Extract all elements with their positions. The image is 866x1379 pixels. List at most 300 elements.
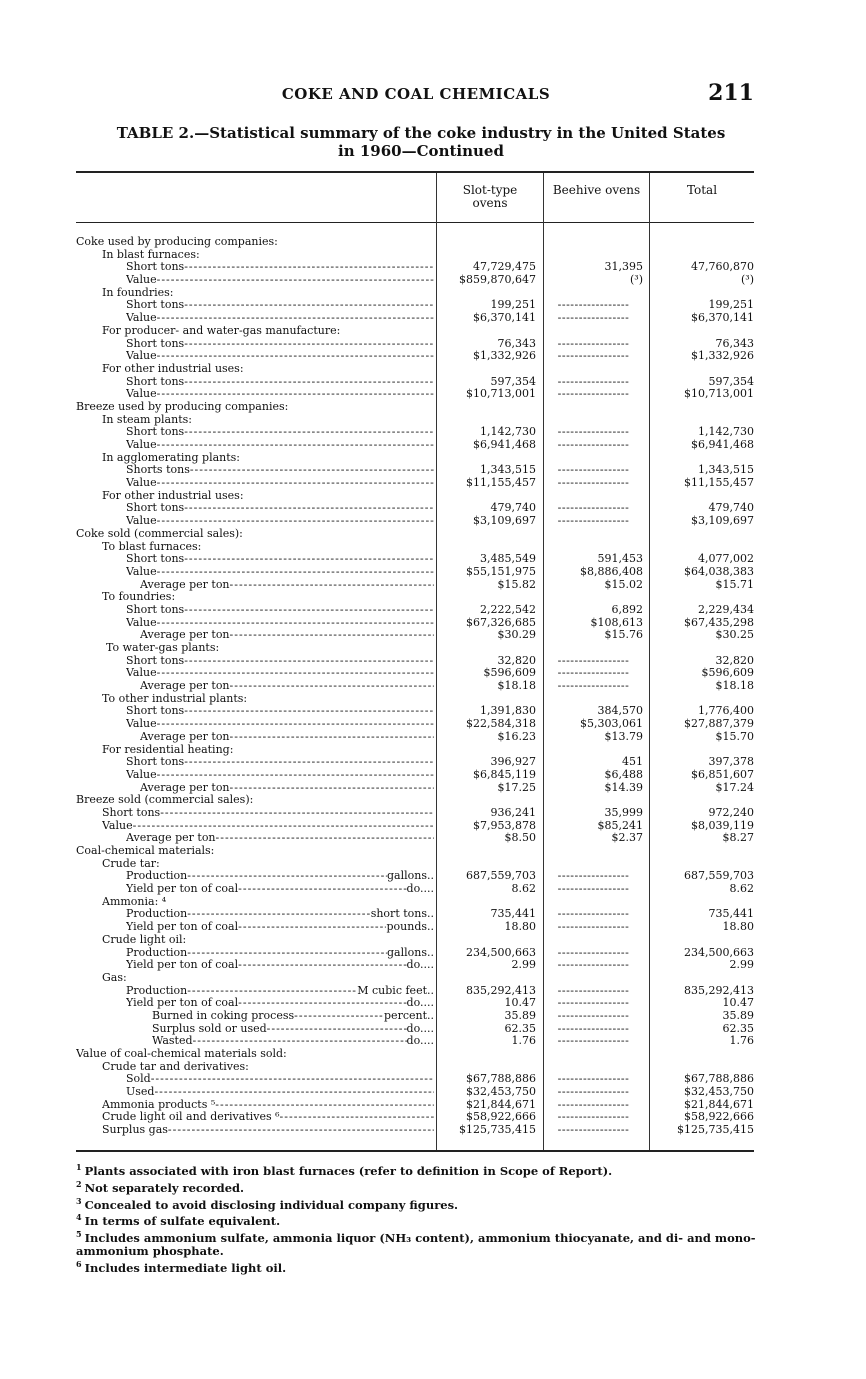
cell-beehive-dash: -----------------	[557, 883, 630, 896]
table-row	[0, 972, 866, 985]
row-label: Average per ton -----	[140, 680, 434, 693]
cell-slot-type: $30.29	[497, 628, 536, 642]
row-unit: gallons..	[387, 870, 434, 883]
table-row	[0, 845, 866, 858]
cell-beehive-dash: -----------------	[557, 388, 630, 401]
leader-dots	[184, 502, 434, 515]
table-row	[0, 274, 866, 287]
cell-slot-type: 2,222,542	[480, 602, 536, 616]
table-row	[0, 782, 866, 795]
row-label: Surplus gas -----	[102, 1124, 434, 1137]
cell-total: 199,251	[708, 298, 754, 312]
leader-dots	[187, 870, 387, 883]
table-row	[0, 731, 866, 744]
cell-beehive-dash: -----------------	[557, 299, 630, 312]
row-label: Production ----- M cubic feet..	[126, 985, 434, 998]
cell-total: $15.70	[715, 729, 754, 743]
leader-dots	[154, 1086, 434, 1099]
cell-slot-type: 835,292,413	[466, 983, 536, 997]
leader-dots	[187, 985, 357, 998]
cell-beehive: $5,303,061	[580, 717, 643, 731]
leader-dots	[157, 439, 434, 452]
table-row	[0, 477, 866, 490]
cell-total: $8.27	[722, 831, 754, 845]
cell-total: 835,292,413	[684, 983, 754, 997]
row-unit: short tons..	[370, 908, 434, 921]
cell-beehive-dash: -----------------	[557, 1073, 630, 1086]
row-unit: do....	[406, 883, 434, 896]
table-row	[0, 604, 866, 617]
table-row	[0, 642, 866, 655]
leader-dots	[238, 921, 386, 934]
table-row	[0, 312, 866, 325]
cell-total: $3,109,697	[691, 514, 754, 528]
row-label: In blast furnaces:	[102, 248, 200, 261]
cell-total: 1,343,515	[698, 463, 754, 477]
leader-dots	[184, 756, 434, 769]
row-label: Value -----	[126, 439, 434, 452]
row-label: Ammonia products ⁵ -----	[102, 1099, 434, 1112]
cell-slot-type: $3,109,697	[473, 514, 536, 528]
cell-total: 4,077,002	[698, 552, 754, 566]
table-row	[0, 553, 866, 566]
table-row	[0, 439, 866, 452]
footnote: $^4$ In terms of sulfate equivalent.	[76, 1212, 281, 1229]
row-label: Average per ton -----	[140, 629, 434, 642]
cell-total: 8.62	[729, 882, 754, 896]
row-label: Ammonia: ⁴	[102, 895, 167, 908]
cell-beehive-dash: -----------------	[557, 654, 630, 667]
row-unit: M cubic feet..	[357, 984, 434, 997]
table-row	[0, 807, 866, 820]
leader-dots	[280, 1111, 434, 1124]
cell-beehive-dash: -----------------	[557, 515, 630, 528]
row-unit: do....	[406, 1022, 434, 1035]
leader-dots	[230, 782, 434, 795]
row-label: Value -----	[126, 667, 434, 680]
cell-beehive-dash: -----------------	[557, 870, 630, 883]
row-label: Value -----	[126, 769, 434, 782]
cell-total: $17.24	[715, 780, 754, 794]
cell-total: $67,435,298	[684, 615, 754, 629]
cell-beehive: $85,241	[597, 818, 643, 832]
cell-slot-type: $32,453,750	[466, 1085, 536, 1099]
cell-total: 234,500,663	[684, 945, 754, 959]
table-row	[0, 959, 866, 972]
row-label: Short tons -----	[126, 261, 434, 274]
leader-dots	[230, 731, 434, 744]
row-label: Production ----- gallons..	[126, 870, 434, 883]
row-label: Yield per ton of coal ----- do....	[126, 997, 434, 1010]
cell-total: $27,887,379	[684, 717, 754, 731]
row-label: In foundries:	[102, 286, 174, 299]
row-label: Breeze used by producing companies:	[76, 400, 289, 413]
row-label: For other industrial uses:	[102, 489, 244, 502]
cell-slot-type: 1,142,730	[480, 425, 536, 439]
row-label: Crude tar and derivatives:	[102, 1060, 249, 1073]
cell-slot-type: 199,251	[490, 298, 536, 312]
row-label: Coal-chemical materials:	[76, 845, 215, 857]
cell-total: 1,776,400	[698, 704, 754, 718]
leader-dots	[238, 883, 406, 896]
table-row	[0, 401, 866, 414]
column-header-slot-type-ovens: Slot-type ovens	[462, 183, 518, 210]
cell-slot-type: $17.25	[497, 780, 536, 794]
cell-slot-type: 396,927	[490, 755, 536, 769]
row-unit: do....	[406, 959, 434, 972]
row-label: Value -----	[126, 350, 434, 363]
row-label: Short tons -----	[126, 553, 434, 566]
leader-dots	[157, 667, 434, 680]
table-row	[0, 921, 866, 934]
cell-total: 972,240	[708, 805, 754, 819]
row-label: Coke sold (commercial sales):	[76, 527, 243, 540]
cell-total: 2.99	[729, 958, 754, 972]
cell-total: 76,343	[715, 336, 754, 350]
row-label: Wasted ----- do....	[152, 1035, 434, 1048]
page-number: 211	[708, 80, 754, 106]
table-title-line-2: in 1960—Continued	[338, 142, 504, 160]
row-unit: percent..	[384, 1009, 434, 1022]
cell-beehive-dash: -----------------	[557, 464, 630, 477]
cell-slot-type: 10.47	[504, 996, 536, 1010]
cell-total: $15.71	[715, 577, 754, 591]
leader-dots	[184, 299, 434, 312]
row-label: For residential heating:	[102, 743, 234, 756]
leader-dots	[238, 959, 406, 972]
cell-total: $64,038,383	[684, 564, 754, 578]
row-label: Yield per ton of coal ----- do....	[126, 959, 434, 972]
cell-slot-type: $8.50	[504, 831, 536, 845]
row-label: To blast furnaces:	[102, 540, 202, 553]
cell-total: 18.80	[722, 920, 754, 934]
cell-beehive-dash: -----------------	[557, 1124, 630, 1137]
row-label: Value -----	[126, 718, 434, 731]
leader-dots	[168, 1124, 434, 1137]
cell-beehive: (³)	[630, 273, 643, 287]
row-label: Value -----	[126, 274, 434, 287]
cell-total: 735,441	[708, 907, 754, 921]
leader-dots	[184, 376, 434, 389]
leader-dots	[157, 769, 434, 782]
cell-total: 35.89	[722, 1008, 754, 1022]
row-label: Average per ton -----	[126, 832, 434, 845]
cell-slot-type: $11,155,457	[466, 476, 536, 490]
cell-slot-type: $6,845,119	[473, 767, 536, 781]
cell-total: $32,453,750	[684, 1085, 754, 1099]
cell-beehive: $108,613	[590, 615, 643, 629]
leader-dots	[184, 338, 434, 351]
cell-beehive: 384,570	[597, 704, 643, 718]
row-label: Coke used by producing companies:	[76, 236, 278, 248]
cell-slot-type: $67,788,886	[466, 1072, 536, 1086]
leader-dots	[157, 515, 434, 528]
cell-beehive-dash: -----------------	[557, 1009, 630, 1022]
row-label: Short tons -----	[126, 655, 434, 668]
table-row	[0, 1010, 866, 1023]
table-row	[0, 756, 866, 769]
cell-total: 32,820	[715, 653, 754, 667]
row-label: To water-gas plants:	[106, 642, 220, 654]
cell-slot-type: 597,354	[490, 374, 536, 388]
row-label: Value -----	[126, 515, 434, 528]
row-label: To other industrial plants:	[102, 692, 248, 705]
table-bottom-rule	[76, 1150, 754, 1152]
row-label: Value -----	[126, 388, 434, 401]
cell-beehive-dash: -----------------	[557, 984, 630, 997]
leader-dots	[157, 566, 434, 579]
leader-dots	[184, 261, 434, 274]
cell-slot-type: $10,713,001	[466, 387, 536, 401]
row-label: Production ----- short tons..	[126, 908, 434, 921]
leader-dots	[133, 820, 434, 833]
row-label: Breeze sold (commercial sales):	[76, 794, 254, 807]
row-label: Short tons -----	[126, 338, 434, 351]
cell-slot-type: $55,151,975	[466, 564, 536, 578]
row-unit: do....	[406, 997, 434, 1010]
row-label: Crude tar:	[102, 857, 160, 870]
leader-dots	[187, 908, 370, 921]
row-label: Short tons -----	[126, 604, 434, 617]
cell-slot-type: 1,391,830	[480, 704, 536, 718]
row-label: Value -----	[126, 566, 434, 579]
leader-dots	[190, 464, 434, 477]
cell-total: 2,229,434	[698, 602, 754, 616]
cell-total: $30.25	[715, 628, 754, 642]
leader-dots	[184, 604, 434, 617]
leader-dots	[230, 680, 434, 693]
table-top-rule	[76, 171, 754, 173]
cell-slot-type: $596,609	[483, 666, 536, 680]
leader-dots	[267, 1023, 407, 1036]
cell-beehive-dash: -----------------	[557, 375, 630, 388]
cell-beehive: $8,886,408	[580, 564, 643, 578]
leader-dots	[184, 553, 434, 566]
cell-slot-type: 479,740	[490, 501, 536, 515]
cell-slot-type: 18.80	[504, 920, 536, 934]
cell-beehive-dash: -----------------	[557, 1098, 630, 1111]
cell-slot-type: 76,343	[497, 336, 536, 350]
cell-beehive: 6,892	[611, 602, 643, 616]
row-label: In steam plants:	[102, 413, 192, 426]
row-label: For other industrial uses:	[102, 362, 244, 375]
cell-beehive: $2.37	[611, 831, 643, 845]
table-row	[0, 261, 866, 274]
cell-slot-type: $16.23	[497, 729, 536, 743]
cell-beehive-dash: -----------------	[557, 680, 630, 693]
cell-beehive-dash: -----------------	[557, 1022, 630, 1035]
footnote: $^6$ Includes intermediate light oil.	[76, 1259, 287, 1275]
cell-beehive-dash: -----------------	[557, 1086, 630, 1099]
cell-slot-type: $6,370,141	[473, 311, 536, 325]
table-row	[0, 528, 866, 541]
row-label: Short tons -----	[126, 705, 434, 718]
cell-total: $11,155,457	[684, 476, 754, 490]
leader-dots	[157, 388, 434, 401]
leader-dots	[230, 629, 434, 642]
cell-total: 479,740	[708, 501, 754, 515]
table-title-line-1: TABLE 2.—Statistical summary of the coke industry in the United States	[116, 124, 726, 142]
table-row	[0, 1086, 866, 1099]
footnote: $^5$ Includes ammonium sulfate, ammonia liquor (NH₃ content), ammonium thiocyanate, and di- and mono-ammonium phosphate.	[76, 1229, 756, 1259]
row-label: Average per ton -----	[140, 782, 434, 795]
table-row	[0, 629, 866, 642]
cell-beehive-dash: -----------------	[557, 426, 630, 439]
cell-total: $8,039,119	[691, 818, 754, 832]
cell-slot-type: 936,241	[490, 805, 536, 819]
row-label: Crude light oil:	[102, 933, 187, 946]
cell-beehive-dash: -----------------	[557, 1035, 630, 1048]
row-label: Average per ton -----	[140, 579, 434, 592]
leader-dots	[157, 312, 434, 325]
table-header-rule	[76, 222, 754, 223]
row-label: Surplus sold or used ----- do....	[152, 1023, 434, 1036]
cell-beehive-dash: -----------------	[557, 997, 630, 1010]
row-label: Short tons -----	[126, 756, 434, 769]
table-row	[0, 236, 866, 249]
row-label: Shorts tons -----	[126, 464, 434, 477]
leader-dots	[151, 1073, 434, 1086]
table-row	[0, 350, 866, 363]
cell-slot-type: $18.18	[497, 679, 536, 693]
table-row	[0, 1048, 866, 1061]
cell-total: $6,851,607	[691, 767, 754, 781]
row-label: Production ----- gallons..	[126, 947, 434, 960]
footnote: $^1$ Plants associated with iron blast furnaces (refer to definition in Scope of Report).	[76, 1162, 613, 1178]
row-label: Short tons -----	[126, 376, 434, 389]
table-row	[0, 769, 866, 782]
row-label: Value -----	[126, 312, 434, 325]
row-label: Value -----	[126, 477, 434, 490]
cell-total: $10,713,001	[684, 387, 754, 401]
cell-total: 597,354	[708, 374, 754, 388]
row-label: Gas:	[102, 971, 127, 984]
leader-dots	[216, 832, 434, 845]
row-unit: gallons..	[387, 946, 434, 959]
cell-slot-type: 47,729,475	[473, 260, 536, 274]
cell-beehive-dash: -----------------	[557, 439, 630, 451]
table-row	[0, 934, 866, 947]
row-label: Short tons -----	[102, 807, 434, 820]
cell-total: $1,332,926	[691, 349, 754, 363]
cell-beehive: 451	[622, 755, 643, 769]
leader-dots	[215, 1099, 434, 1112]
cell-slot-type: $6,941,468	[473, 438, 536, 451]
cell-total: 1,142,730	[698, 425, 754, 439]
cell-slot-type: $859,870,647	[459, 273, 536, 287]
cell-slot-type: 2.99	[511, 958, 536, 972]
table-row	[0, 388, 866, 401]
cell-total: $58,922,666	[684, 1110, 754, 1124]
cell-beehive: 591,453	[597, 552, 643, 566]
cell-total: $596,609	[701, 666, 754, 680]
cell-beehive: $13.79	[604, 729, 643, 743]
leader-dots	[193, 1035, 407, 1048]
page-header	[76, 80, 756, 106]
cell-slot-type: 3,485,549	[480, 552, 536, 566]
cell-total: $21,844,671	[684, 1097, 754, 1111]
table-row	[0, 1124, 866, 1137]
row-label: Short tons -----	[126, 299, 434, 312]
leader-dots	[230, 579, 434, 592]
row-label: Used -----	[126, 1086, 434, 1099]
table-row	[0, 718, 866, 731]
table-title	[96, 124, 746, 160]
column-header-beehive-ovens: Beehive ovens	[552, 183, 641, 197]
column-header-total: Total	[686, 183, 718, 197]
row-label: Yield per ton of coal ----- pounds..	[126, 921, 434, 934]
row-label: Value -----	[126, 617, 434, 630]
cell-beehive: $15.02	[604, 577, 643, 591]
leader-dots	[157, 274, 434, 287]
row-label: Sold -----	[126, 1073, 434, 1086]
row-label: To foundries:	[102, 591, 176, 604]
cell-slot-type: $1,332,926	[473, 349, 536, 363]
cell-slot-type: $58,922,666	[466, 1110, 536, 1124]
row-label: Yield per ton of coal ----- do....	[126, 883, 434, 896]
cell-total: $18.18	[715, 679, 754, 693]
cell-total: 62.35	[722, 1021, 754, 1035]
row-label: Average per ton -----	[140, 731, 434, 744]
cell-slot-type: 1,343,515	[480, 463, 536, 477]
leader-dots	[184, 705, 434, 718]
running-title: COKE AND COAL CHEMICALS	[281, 85, 551, 103]
footnote: $^3$ Concealed to avoid disclosing individual company figures.	[76, 1195, 459, 1212]
table-row	[0, 579, 866, 592]
cell-total: (³)	[741, 273, 754, 287]
leader-dots	[157, 350, 434, 363]
row-label: Value of coal-chemical materials sold:	[76, 1048, 287, 1060]
cell-slot-type: 62.35	[504, 1021, 536, 1035]
cell-slot-type: $21,844,671	[466, 1097, 536, 1111]
cell-total: 10.47	[722, 996, 754, 1010]
leader-dots	[187, 947, 387, 960]
leader-dots	[157, 477, 434, 490]
cell-slot-type: 35.89	[504, 1008, 536, 1022]
cell-slot-type: 8.62	[511, 882, 536, 896]
table-row	[0, 515, 866, 528]
cell-beehive-dash: -----------------	[557, 1111, 630, 1124]
cell-beehive-dash: -----------------	[557, 350, 630, 363]
cell-beehive: $15.76	[604, 628, 643, 642]
table-row	[0, 1035, 866, 1048]
cell-slot-type: $125,735,415	[459, 1123, 536, 1137]
cell-total: 47,760,870	[691, 260, 754, 274]
row-unit: pounds..	[386, 921, 434, 934]
row-label: In agglomerating plants:	[102, 451, 240, 464]
row-label: For producer- and water-gas manufacture:	[102, 324, 341, 337]
cell-slot-type: 735,441	[490, 907, 536, 921]
cell-beehive: 35,999	[604, 805, 643, 819]
cell-total: 1.76	[729, 1034, 754, 1048]
footnotes	[76, 1161, 766, 1275]
cell-total: 687,559,703	[684, 869, 754, 883]
table-row	[0, 363, 866, 376]
row-label: Burned in coking process ----- percent..	[152, 1010, 434, 1023]
footnote: $^2$ Not separately recorded.	[76, 1178, 245, 1195]
table-row	[0, 883, 866, 896]
cell-slot-type: $67,326,685	[466, 615, 536, 629]
table-row	[0, 566, 866, 579]
cell-slot-type: 687,559,703	[466, 869, 536, 883]
cell-beehive-dash: -----------------	[557, 502, 630, 515]
cell-beehive-dash: -----------------	[557, 337, 630, 350]
cell-beehive-dash: -----------------	[557, 477, 630, 490]
cell-beehive-dash: -----------------	[557, 667, 630, 680]
leader-dots	[184, 426, 434, 439]
cell-slot-type: $7,953,878	[473, 818, 536, 832]
cell-slot-type: $15.82	[497, 577, 536, 591]
